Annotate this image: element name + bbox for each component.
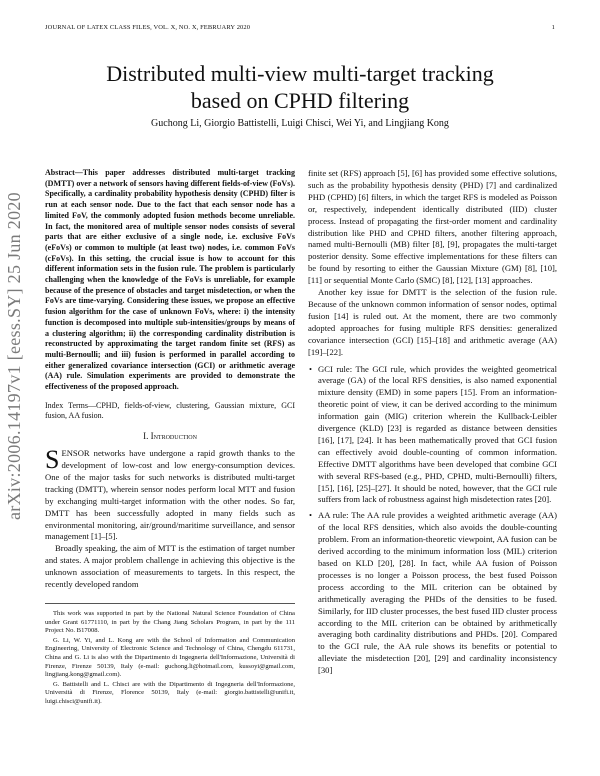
section-heading-introduction: I. Introduction — [143, 431, 197, 442]
title-line-2: based on CPHD filtering — [190, 88, 410, 113]
abstract: Abstract—This paper addresses distributed multi-target tracking (DMTT) over a network of sensors having different fields-of-view (FoVs). Specifically, a cardinality probability hypothesis density (CPHD) filter is run at each sensor node. Due to the fact that each sensor node has a limited FoV, the commonly adopted fusion methods become unreliable. In fact, the monitored area of multiple sensor nodes consists of several parts that are either exclusive of a single node, i.e. exclusive FoVs (eFoVs) or common to multiple (at least two) nodes, i.e. common FoVs (cFoVs). In this setting, the crucial issue is how to account for this different information sets in the fusion rule. The problem is particularly challenging when the knowledge of the FoVs is unreliable, for example because of the presence of obstacles and target misdetection, or when the FoVs are time-varying. Considering these issues, we propose an effective fusion algorithm for the case of unknown FoVs, where: i) the intensity function is decomposed into multiple sub-intensities/groups by means of a clustering algorithm; ii) the corresponding cardinality distribution is reconstructed by approximating the target random finite set (RFS) as multi-Bernoulli; and iii) fusion is performed in parallel according to either generalized covariance intersection (GCI) or arithmetic average (AA) rule. Simulation experiments are provided to demonstrate the effectiveness of the proposed approach. — [45, 168, 295, 392]
drop-cap: S — [45, 445, 60, 475]
footnote-funding: This work was supported in part by the National Natural Science Foundation of China under Grant 61771110, in part by the Chang Jiang Scholars Program, in part by the 111 Project No. B17008. — [45, 610, 295, 635]
intro-paragraph-1-text: ENSOR networks have undergone a rapid growth thanks to the development of low-cost and low energy-consumption devices. One of the major tasks for such networks is distributed multi-target tracking (DMTT), wherein sensor nodes perform local MTT and fusion by exchanging multi-target information with the other nodes. So far, DMTT has been successfully adopted in many fields such as environmental monitoring, air/ground/maritime surveillance, and sensor management [1]–[5]. — [45, 448, 295, 542]
left-column — [45, 168, 295, 591]
page-number: 1 — [551, 24, 555, 31]
footnotes — [45, 603, 295, 708]
title-line-1: Distributed multi-view multi-target tracking — [106, 61, 494, 86]
list-item-gci: • GCI rule: The GCI rule, which provides the weighted geometrical average (GA) of the local RFS densities, is also named exponential mixture density (EMD) in some papers [15]. From an information-theoretic point of view, it can be derived according to the minimum information gain (MIG) criterion wherein the Kullback-Leibler divergence (KLD) [23] is regarded as distance between densities [16], [17], [24]. It has been mathematically proved that GCI fusion can effectively avoid double-counting of common information. Effective DMTT algorithms have been developed that combine GCI with several RFS-based (e.g., PHD, CPHD, multi-Bernoulli) filters, [15], [16], [25]–[27]. It should be noted, however, that the GCI rule suffers from lack of robustness against high misdetection rates [20]. — [318, 364, 557, 507]
author-list: Guchong Li, Giorgio Battistelli, Luigi Chisci, Wei Yi, and Lingjiang Kong — [151, 118, 449, 129]
footnote-affiliation-1: G. Li, W. Yi, and L. Kong are with the School of Information and Communication Engineering, University of Electronic Science and Technology of China, Chengdu 611731, China and G. Li is also with the Dipartimento di Ingegneria dell'Informazione, Università di Firenze, Firenze 50139, Italy (e-mail: guchong.li@hotmail.com, kussoyi@gmail.com, lingjiang.kong@gmail.com). — [45, 636, 295, 679]
col2-paragraph-2: Another key issue for DMTT is the selection of the fusion rule. Because of the unknown common information of sensor nodes, optimal fusion [14] is ruled out. At the moment, there are two commonly adopted approaches for fusing multiple RFS densities: generalized covariance intersection (GCI) [15]–[18] and arithmetic average (AA) [19]–[22]. — [308, 287, 557, 357]
running-header — [45, 24, 555, 31]
col2-paragraph-1: finite set (RFS) approach [5], [6] has provided some effective solutions, such as the probability hypothesis density (PHD) [7] and cardinalized PHD (CPHD) [6] filters, in which the target RFS is modeled as Poisson or, respectively, independent identically distributed (IID) cluster process. Instead of propagating the first-order moment and cardinality distribution like PHD and CPHD filters, another filtering approach, named multi-Bernoulli (MB) filter [8], [9], propagates the multi-target posterior density. Some effective implementations for these filters can be found by resorting to either the Gaussian Mixture (GM) [8], [10], [11] or sequential Monte Carlo (SMC) [8], [12], [13] approaches. — [308, 168, 557, 286]
fusion-rule-list — [308, 364, 557, 678]
arxiv-stamp: arXiv:2006.14197v1 [eess.SY] 25 Jun 2020 — [4, 192, 24, 520]
intro-paragraph-1 — [45, 445, 295, 543]
intro-paragraph-2: Broadly speaking, the aim of MTT is the estimation of target number and states. A major problem challenge in achieving this objective is the unknown association of measurements to targets. In this respect, the recently developed random — [45, 543, 295, 590]
index-terms: Index Terms—CPHD, fields-of-view, clustering, Gaussian mixture, GCI fusion, AA fusion. — [45, 400, 295, 421]
list-item-aa: • AA rule: The AA rule provides a weighted arithmetic average (AA) of the local RFS densities, which also avoids the double-counting problem. From an information-theoretic viewpoint, AA fusion can be derived according to the minimum information loss (MIL) criterion based on KLD [20], [28]. In fact, while AA fusion of Poisson processes is no longer a Poisson process, the best fused Poisson process according to the MIL criterion can be obtained by arithmetically averaging the PHDs of the densities to be fused. Similarly, for IID cluster processes, the best fused IID cluster process according to the MIL criterion can be obtained by arithmetically averaging both cardinality distributions and PHDs. [20]. Compared to the GCI rule, the AA rule shows its benefits or potential to alleviate the misdetection [20], [29] and cardinality inconsistency [30] — [318, 510, 557, 677]
footnote-affiliation-2: G. Battistelli and L. Chisci are with the Dipartimento di Ingegneria dell'Informazione, Università di Firenze, Florence 50139, Italy (e-mail: giorgio.battistelli@unifi.it, luigi.chisci@unifi.it). — [45, 680, 295, 705]
paper-title — [60, 60, 540, 114]
journal-header: JOURNAL OF LATEX CLASS FILES, VOL. X, NO. X, FEBRUARY 2020 — [45, 24, 251, 31]
right-column — [308, 168, 557, 681]
